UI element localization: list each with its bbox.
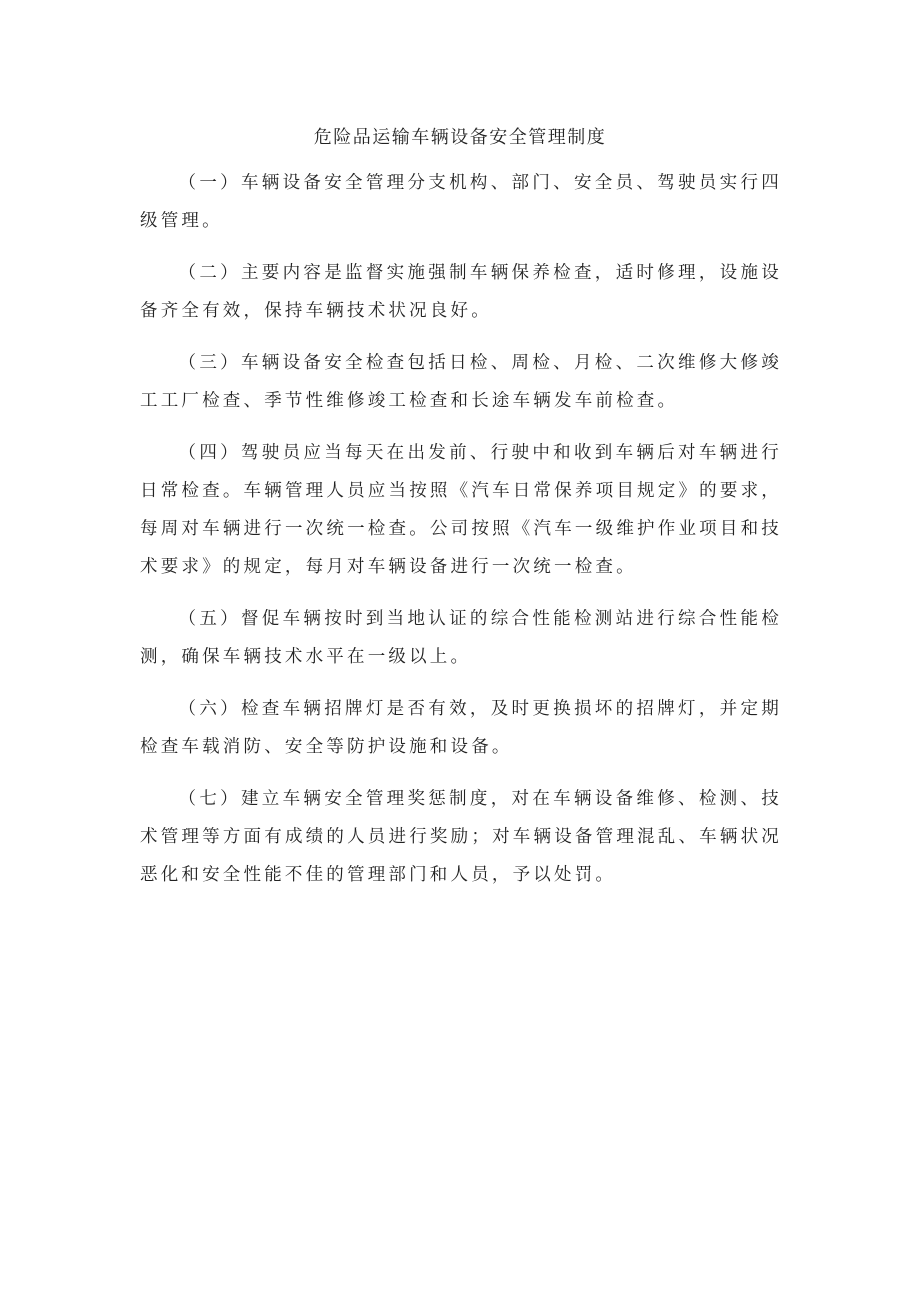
paragraph-7: （七）建立车辆安全管理奖惩制度，对在车辆设备维修、检测、技术管理等方面有成绩的人员进行奖励；对车辆设备管理混乱、车辆状况恶化和安全性能不佳的管理部门和人员，予以处罚。 — [140, 789, 782, 885]
paragraph-5: （五）督促车辆按时到当地认证的综合性能检测站进行综合性能检测，确保车辆技术水平在一级以上。 — [140, 609, 782, 667]
paragraph-3: （三）车辆设备安全检查包括日检、周检、月检、二次维修大修竣工工厂检查、季节性维修竣工检查和长途车辆发车前检查。 — [140, 353, 782, 411]
paragraph-1: （一）车辆设备安全管理分支机构、部门、安全员、驾驶员实行四级管理。 — [140, 173, 782, 231]
paragraph-2: （二）主要内容是监督实施强制车辆保养检查，适时修理，设施设备齐全有效，保持车辆技术状况良好。 — [140, 263, 782, 321]
paragraph-6: （六）检查车辆招牌灯是否有效，及时更换损坏的招牌灯，并定期检查车载消防、安全等防护设施和设备。 — [140, 699, 782, 757]
document-body — [140, 164, 782, 908]
document-title: 危险品运输车辆设备安全管理制度 — [313, 127, 607, 148]
paragraph-4: （四）驾驶员应当每天在出发前、行驶中和收到车辆后对车辆进行日常检查。车辆管理人员应当按照《汽车日常保养项目规定》的要求，每周对车辆进行一次统一检查。公司按照《汽车一级维护作业项目和技术要求》的规定，每月对车辆设备进行一次统一检查。 — [140, 443, 782, 577]
